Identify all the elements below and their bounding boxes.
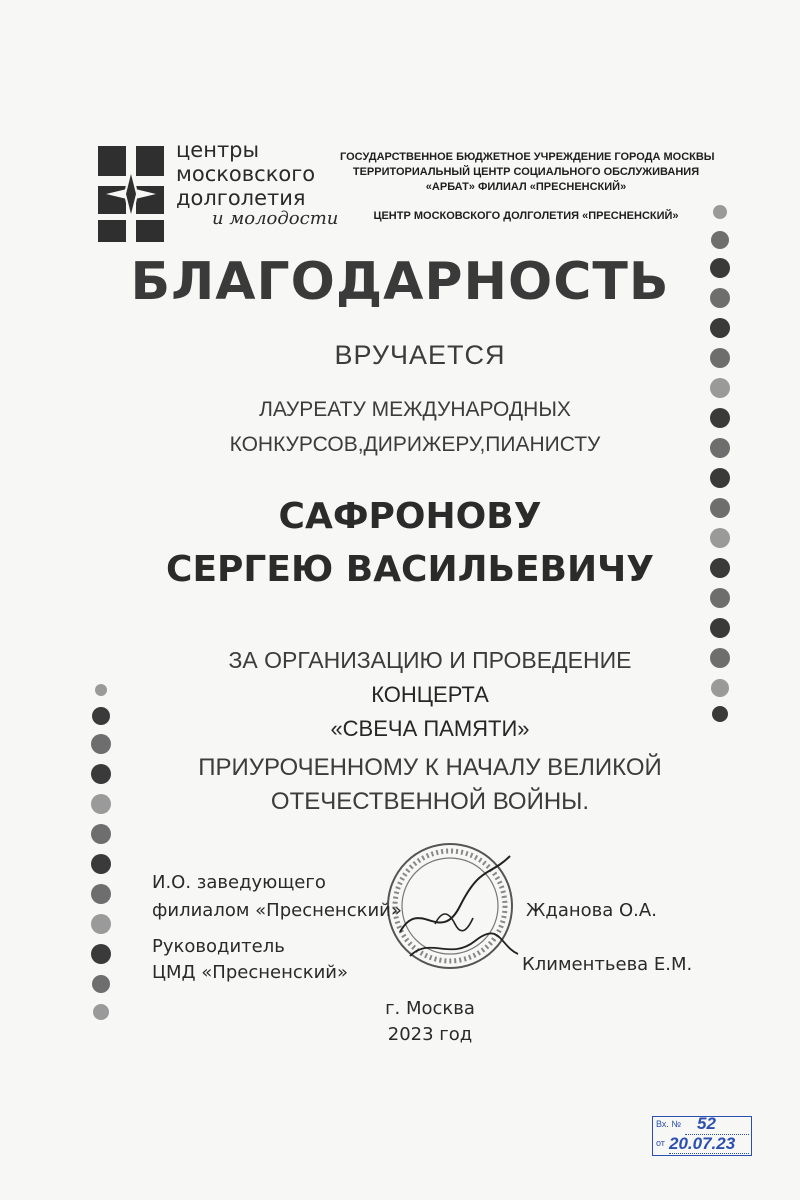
org-line: ТЕРРИТОРИАЛЬНЫЙ ЦЕНТР СОЦИАЛЬНОГО ОБСЛУЖИВАНИЯ bbox=[352, 166, 700, 178]
logo-text bbox=[176, 138, 346, 210]
issue-year: 2023 год bbox=[387, 1024, 473, 1045]
registration-date-label: от bbox=[656, 1138, 665, 1148]
reason-line: КОНЦЕРТА bbox=[371, 682, 489, 707]
divider bbox=[669, 1153, 749, 1154]
center-name: ЦЕНТР МОСКОВСКОГО ДОЛГОЛЕТИЯ «ПРЕСНЕНСКИЙ» bbox=[373, 210, 679, 222]
awarded-text: ВРУЧАЕТСЯ bbox=[334, 340, 506, 370]
issue-place: г. Москва bbox=[385, 998, 475, 1019]
logo-line: долголетия bbox=[176, 186, 306, 210]
registration-number-label: Вх. № bbox=[656, 1119, 682, 1129]
recipient-role-line: КОНКУРСОВ,ДИРИЖЕРУ,ПИАНИСТУ bbox=[229, 433, 601, 456]
organization-header bbox=[340, 150, 715, 195]
logo-line: московского bbox=[176, 162, 316, 186]
recipient-given-names: СЕРГЕЮ ВАСИЛЬЕВИЧУ bbox=[166, 549, 654, 590]
signatory-title-line: филиалом «Пресненский» bbox=[152, 900, 402, 921]
recipient-surname: САФРОНОВУ bbox=[278, 496, 542, 537]
reason-line: ОТЕЧЕСТВЕННОЙ ВОЙНЫ. bbox=[270, 788, 590, 815]
recipient-role-line: ЛАУРЕАТУ МЕЖДУНАРОДНЫХ bbox=[259, 398, 571, 421]
signatory-title-line: Руководитель bbox=[152, 936, 285, 957]
reason-line: ЗА ОРГАНИЗАЦИЮ И ПРОВЕДЕНИЕ bbox=[228, 647, 632, 673]
registration-number: 52 bbox=[697, 1114, 716, 1133]
signatory-title-line: И.О. заведующего bbox=[152, 872, 326, 893]
signatory-name: Климентьева Е.М. bbox=[522, 954, 693, 975]
org-line: ГОСУДАРСТВЕННОЕ БЮДЖЕТНОЕ УЧРЕЖДЕНИЕ ГОРОДА МОСКВЫ bbox=[340, 151, 715, 163]
registration-date: 20.07.23 bbox=[669, 1134, 736, 1153]
signatory-name: Жданова О.А. bbox=[526, 900, 657, 921]
logo-tagline: и молодости bbox=[212, 208, 339, 229]
certificate-title: БЛАГОДАРНОСТЬ bbox=[130, 252, 670, 312]
logo-line: центры bbox=[176, 138, 260, 162]
org-line: «АРБАТ» ФИЛИАЛ «ПРЕСНЕНСКИЙ» bbox=[425, 181, 627, 193]
logo-icon bbox=[96, 144, 166, 244]
reason-line: ПРИУРОЧЕННОМУ К НАЧАЛУ ВЕЛИКОЙ bbox=[198, 754, 662, 781]
signatory-title-line: ЦМД «Пресненский» bbox=[152, 962, 349, 983]
registration-stamp bbox=[652, 1116, 752, 1156]
reason-line: «СВЕЧА ПАМЯТИ» bbox=[330, 716, 530, 741]
